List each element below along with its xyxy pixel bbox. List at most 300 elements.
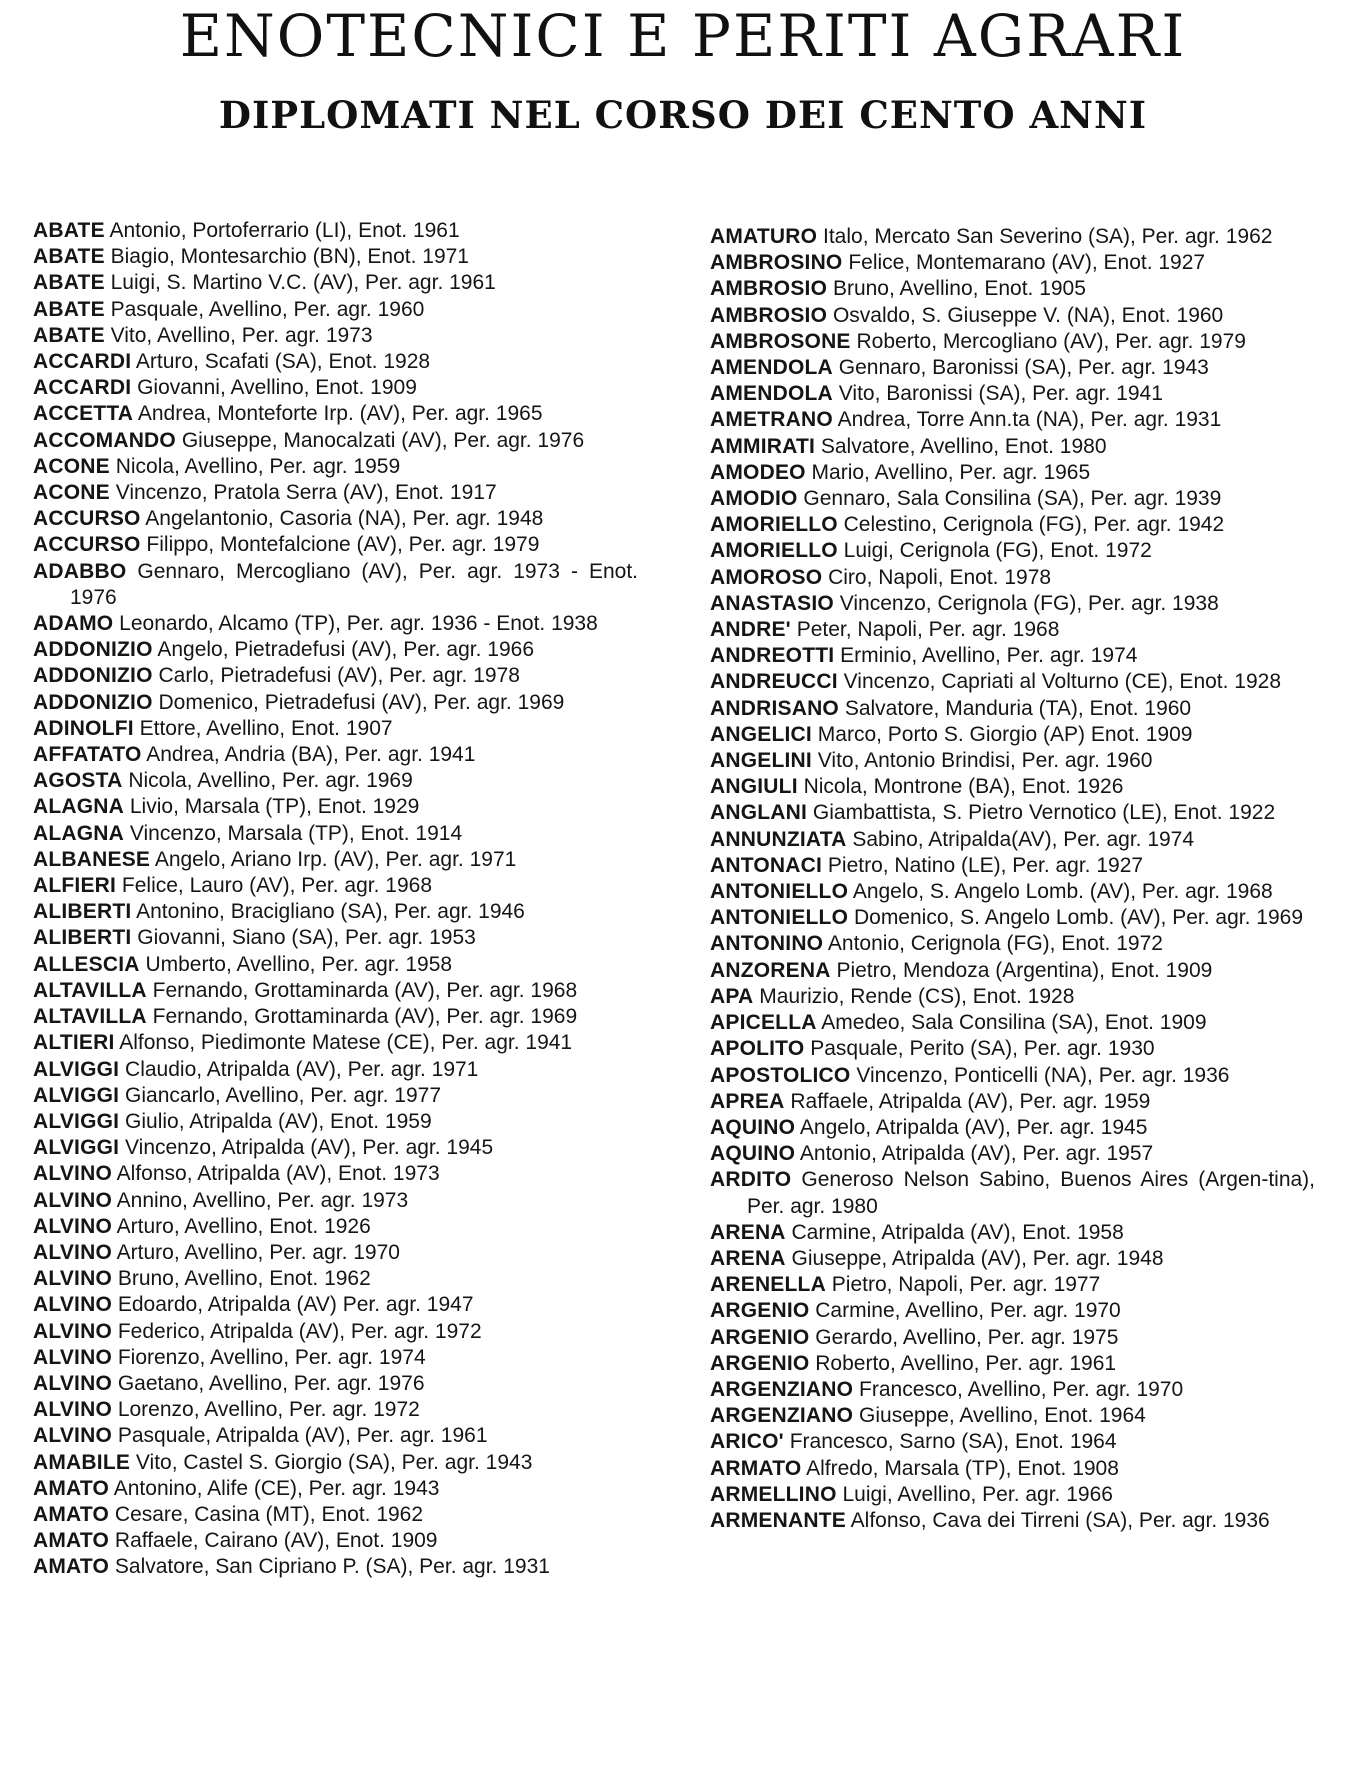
entry-surname: ARGENZIANO — [710, 1404, 854, 1428]
entry-surname: ALVIGGI — [33, 1057, 120, 1081]
entry-surname: ALVIGGI — [33, 1109, 120, 1133]
entry-details: Vito, Baronissi (SA), Per. agr. 1941 — [838, 382, 1163, 406]
entry-surname: ADINOLFI — [33, 716, 134, 740]
list-item — [33, 1345, 638, 1371]
entry-surname: ALAGNA — [33, 795, 125, 819]
entry-surname: ARGENZIANO — [710, 1377, 854, 1401]
entry-details: Francesco, Sarno (SA), Enot. 1964 — [789, 1430, 1117, 1454]
entry-details: Biagio, Montesarchio (BN), Enot. 1971 — [110, 245, 469, 269]
entry-surname: ALIBERTI — [33, 926, 132, 950]
list-item — [710, 669, 1315, 695]
list-item — [33, 1528, 638, 1554]
list-item — [33, 401, 638, 427]
list-item — [33, 1214, 638, 1240]
entry-surname: ABATE — [33, 271, 105, 295]
entry-details: Raffaele, Cairano (AV), Enot. 1909 — [114, 1529, 438, 1553]
entry-surname: AMABILE — [33, 1450, 131, 1474]
entry-surname: ALVINO — [33, 1214, 112, 1238]
entry-details: Felice, Montemarano (AV), Enot. 1927 — [848, 251, 1206, 275]
entry-surname: ALTAVILLA — [33, 1005, 147, 1029]
entry-details: Fernando, Grottaminarda (AV), Per. agr. 1969 — [152, 1005, 578, 1029]
entry-surname: ALBANESE — [33, 847, 151, 871]
entry-surname: ANZORENA — [710, 958, 831, 982]
entry-surname: APOLITO — [710, 1037, 805, 1061]
entry-details: Antonio, Portoferrario (LI), Enot. 1961 — [109, 219, 460, 242]
entry-surname: AQUINO — [710, 1115, 796, 1139]
entry-surname: ANGLANI — [710, 801, 808, 825]
entry-surname: ACCARDI — [33, 350, 132, 374]
entry-details: Arturo, Avellino, Per. agr. 1970 — [116, 1240, 400, 1264]
list-item — [33, 1266, 638, 1292]
entry-surname: AMATO — [33, 1529, 110, 1553]
entry-surname: ANDREOTTI — [710, 644, 835, 668]
entry-details: Arturo, Scafati (SA), Enot. 1928 — [135, 350, 431, 374]
list-item — [33, 768, 638, 794]
entry-details: Angelantonio, Casoria (NA), Per. agr. 1948 — [145, 507, 544, 531]
list-item — [33, 1030, 638, 1056]
list-item — [33, 952, 638, 978]
entry-details: Federico, Atripalda (AV), Per. agr. 1972 — [117, 1319, 482, 1343]
entry-surname: ACCARDI — [33, 376, 132, 400]
entry-details: Erminio, Avellino, Per. agr. 1974 — [840, 644, 1138, 668]
list-item — [33, 1319, 638, 1345]
list-item — [710, 827, 1315, 853]
list-item — [710, 460, 1315, 486]
entry-details: Felice, Lauro (AV), Per. agr. 1968 — [121, 874, 433, 898]
list-item — [710, 355, 1315, 381]
entry-surname: AMATO — [33, 1502, 110, 1526]
entry-details: Domenico, Pietradefusi (AV), Per. agr. 1969 — [158, 690, 565, 714]
list-item — [33, 663, 638, 689]
entry-details: Fernando, Grottaminarda (AV), Per. agr. 1968 — [152, 978, 578, 1002]
list-item — [710, 303, 1315, 329]
list-item — [33, 1083, 638, 1109]
list-item — [710, 1377, 1315, 1403]
list-item — [710, 879, 1315, 905]
entry-surname: ABATE — [33, 323, 105, 347]
list-item — [710, 722, 1315, 748]
list-item — [33, 637, 638, 663]
entry-details: Ciro, Napoli, Enot. 1978 — [828, 565, 1052, 589]
entry-details: Umberto, Avellino, Per. agr. 1958 — [145, 952, 453, 976]
list-item — [710, 224, 1315, 250]
entry-details: Andrea, Torre Ann.ta (NA), Per. agr. 1931 — [837, 408, 1222, 432]
entry-details: Salvatore, Avellino, Enot. 1980 — [820, 434, 1107, 458]
entry-details: Cesare, Casina (MT), Enot. 1962 — [114, 1502, 424, 1526]
list-item — [710, 538, 1315, 564]
list-item — [710, 1298, 1315, 1324]
entry-details: Giuseppe, Atripalda (AV), Per. agr. 1948 — [791, 1246, 1164, 1270]
list-item — [33, 1135, 638, 1161]
list-item — [710, 1508, 1315, 1534]
entry-surname: AMORIELLO — [710, 539, 838, 563]
entry-surname: AFFATATO — [33, 743, 142, 767]
list-item — [710, 617, 1315, 643]
list-item — [33, 1423, 638, 1449]
list-item — [33, 297, 638, 323]
entry-details: Ettore, Avellino, Enot. 1907 — [139, 716, 393, 740]
entry-details: Vincenzo, Marsala (TP), Enot. 1914 — [129, 821, 463, 845]
list-item — [33, 532, 638, 558]
list-item — [710, 1325, 1315, 1351]
entry-surname: ARMENANTE — [710, 1508, 846, 1532]
list-item — [33, 899, 638, 925]
entry-details: Nicola, Avellino, Per. agr. 1969 — [128, 769, 413, 793]
list-item — [33, 428, 638, 454]
entry-surname: ALIBERTI — [33, 900, 132, 924]
entry-details: Giancarlo, Avellino, Per. agr. 1977 — [125, 1083, 442, 1107]
list-column-left — [33, 218, 638, 1581]
entry-details: Giuseppe, Manocalzati (AV), Per. agr. 1976 — [181, 428, 585, 452]
entry-surname: ALVIGGI — [33, 1136, 120, 1160]
entry-surname: ACONE — [33, 454, 110, 478]
entry-details: Angelo, Ariano Irp. (AV), Per. agr. 1971 — [154, 847, 517, 871]
entry-surname: ANGIULI — [710, 775, 798, 799]
entry-surname: AMATO — [33, 1476, 110, 1500]
list-item — [33, 1292, 638, 1318]
entry-surname: APA — [710, 984, 754, 1008]
list-item — [710, 1167, 1315, 1219]
entry-details: Luigi, Cerignola (FG), Enot. 1972 — [843, 539, 1152, 563]
entry-details: Fiorenzo, Avellino, Per. agr. 1974 — [117, 1345, 426, 1369]
list-item — [33, 1397, 638, 1423]
entry-surname: ANDREUCCI — [710, 670, 838, 694]
list-item — [710, 1141, 1315, 1167]
list-item — [33, 847, 638, 873]
list-item — [33, 244, 638, 270]
entry-details: Peter, Napoli, Per. agr. 1968 — [796, 618, 1060, 642]
list-item — [33, 742, 638, 768]
entry-surname: ADDONIZIO — [33, 664, 153, 688]
list-item — [33, 978, 638, 1004]
entry-surname: ALVINO — [33, 1424, 112, 1448]
entry-details: Gaetano, Avellino, Per. agr. 1976 — [117, 1371, 425, 1395]
entry-details: Annino, Avellino, Per. agr. 1973 — [116, 1188, 409, 1212]
entry-surname: ADABBO — [33, 559, 127, 583]
list-item — [710, 800, 1315, 826]
entry-details: Pietro, Mendoza (Argentina), Enot. 1909 — [836, 958, 1213, 982]
entry-details: Vincenzo, Pratola Serra (AV), Enot. 1917 — [115, 481, 497, 505]
list-item — [33, 375, 638, 401]
entry-surname: AMATURO — [710, 225, 818, 248]
entry-surname: ACONE — [33, 481, 110, 505]
entry-surname: ANNUNZIATA — [710, 827, 847, 851]
page-subtitle: DIPLOMATI NEL CORSO DEI CENTO ANNI — [218, 93, 1148, 137]
list-item — [710, 434, 1315, 460]
entry-surname: ARICO' — [710, 1430, 784, 1454]
entry-surname: ABATE — [33, 219, 105, 242]
entry-details: Gennaro, Baronissi (SA), Per. agr. 1943 — [838, 356, 1209, 380]
entry-details: Vincenzo, Atripalda (AV), Per. agr. 1945 — [125, 1136, 494, 1160]
entry-surname: ACCURSO — [33, 533, 141, 557]
list-item — [710, 748, 1315, 774]
entry-surname: ANDRE' — [710, 618, 791, 642]
entry-surname: ARENA — [710, 1220, 786, 1244]
entry-details: Vincenzo, Ponticelli (NA), Per. agr. 1936 — [856, 1063, 1230, 1087]
entry-surname: ADAMO — [33, 612, 114, 636]
list-item — [710, 1403, 1315, 1429]
entry-surname: ADDONIZIO — [33, 690, 153, 714]
list-item — [710, 643, 1315, 669]
entry-details: Vito, Castel S. Giorgio (SA), Per. agr. 1943 — [135, 1450, 533, 1474]
list-item — [33, 1371, 638, 1397]
entry-details: Celestino, Cerignola (FG), Per. agr. 1942 — [843, 513, 1225, 537]
entry-surname: ALVINO — [33, 1398, 112, 1422]
entry-surname: ADDONIZIO — [33, 638, 153, 662]
entry-details: Antonio, Cerignola (FG), Enot. 1972 — [827, 932, 1163, 956]
entry-surname: ARMATO — [710, 1456, 802, 1480]
entry-surname: AMENDOLA — [710, 382, 833, 406]
list-item — [33, 506, 638, 532]
list-item — [710, 407, 1315, 433]
entry-details: Domenico, S. Angelo Lomb. (AV), Per. agr. 1969 — [853, 906, 1303, 930]
list-item — [710, 905, 1315, 931]
entry-surname: ANTONIELLO — [710, 906, 849, 930]
entry-details: Andrea, Andria (BA), Per. agr. 1941 — [146, 743, 476, 767]
list-item — [710, 958, 1315, 984]
list-item — [710, 1220, 1315, 1246]
entry-details: Osvaldo, S. Giuseppe V. (NA), Enot. 1960 — [832, 303, 1224, 327]
entry-surname: ALVIGGI — [33, 1083, 120, 1107]
entry-details: Alfonso, Atripalda (AV), Enot. 1973 — [116, 1162, 440, 1186]
list-item — [33, 1554, 638, 1580]
entry-details: Giambattista, S. Pietro Vernotico (LE), Enot. 1922 — [812, 801, 1276, 825]
entry-details: Nicola, Montrone (BA), Enot. 1926 — [803, 775, 1124, 799]
list-item — [710, 1351, 1315, 1377]
entry-details: Roberto, Avellino, Per. agr. 1961 — [815, 1351, 1117, 1375]
entry-details: Vincenzo, Cerignola (FG), Per. agr. 1938 — [839, 591, 1219, 615]
entry-details: Angelo, Atripalda (AV), Per. agr. 1945 — [799, 1115, 1148, 1139]
entry-surname: ANDRISANO — [710, 696, 839, 720]
entry-surname: ALFIERI — [33, 874, 117, 898]
list-item — [33, 1109, 638, 1135]
list-item — [710, 276, 1315, 302]
list-item — [33, 794, 638, 820]
list-item — [33, 480, 638, 506]
entry-details: Nicola, Avellino, Per. agr. 1959 — [115, 454, 401, 478]
list-item — [33, 873, 638, 899]
entry-details: Francesco, Avellino, Per. agr. 1970 — [859, 1377, 1184, 1401]
list-item — [33, 1240, 638, 1266]
list-item — [710, 591, 1315, 617]
list-item — [710, 1272, 1315, 1298]
entry-details: Pietro, Natino (LE), Per. agr. 1927 — [827, 853, 1144, 877]
list-item — [33, 218, 638, 244]
list-item — [710, 250, 1315, 276]
entry-surname: ANTONACI — [710, 853, 823, 877]
entry-surname: ANGELICI — [710, 722, 812, 746]
entry-details: Pietro, Napoli, Per. agr. 1977 — [831, 1273, 1101, 1297]
entry-details: Gennaro, Sala Consilina (SA), Per. agr. 1939 — [803, 487, 1222, 511]
list-item — [710, 1063, 1315, 1089]
list-item — [710, 512, 1315, 538]
list-item — [710, 853, 1315, 879]
entry-surname: AMODEO — [710, 460, 806, 484]
list-item — [710, 696, 1315, 722]
entry-surname: APREA — [710, 1089, 785, 1113]
entry-surname: ACCOMANDO — [33, 428, 176, 452]
entry-details: Marco, Porto S. Giorgio (AP) Enot. 1909 — [817, 722, 1193, 746]
list-item — [710, 486, 1315, 512]
entry-details: Carlo, Pietradefusi (AV), Per. agr. 1978 — [158, 664, 520, 688]
list-item — [710, 565, 1315, 591]
entry-details: Arturo, Avellino, Enot. 1926 — [116, 1214, 371, 1238]
list-item — [710, 931, 1315, 957]
entry-details: Alfonso, Piedimonte Matese (CE), Per. agr. 1941 — [119, 1031, 573, 1055]
entry-surname: ALTAVILLA — [33, 978, 147, 1002]
entry-details: Andrea, Monteforte Irp. (AV), Per. agr. 1965 — [137, 402, 543, 426]
entry-details: Salvatore, Manduria (TA), Enot. 1960 — [844, 696, 1192, 720]
list-item — [710, 381, 1315, 407]
entry-surname: ALLESCIA — [33, 952, 140, 976]
entry-details: Raffaele, Atripalda (AV), Per. agr. 1959 — [790, 1089, 1151, 1113]
entry-details: Vito, Avellino, Per. agr. 1973 — [110, 323, 373, 347]
entry-surname: ARGENIO — [710, 1299, 810, 1323]
entry-surname: ALVINO — [33, 1345, 112, 1369]
entry-details: Livio, Marsala (TP), Enot. 1929 — [129, 795, 420, 819]
list-item — [33, 690, 638, 716]
list-item — [33, 1188, 638, 1214]
entry-details: Roberto, Mercogliano (AV), Per. agr. 1979 — [856, 329, 1246, 353]
list-item — [33, 1057, 638, 1083]
entry-surname: AMBROSINO — [710, 251, 843, 275]
entry-surname: ARENA — [710, 1246, 786, 1270]
list-item — [33, 1004, 638, 1030]
entry-details: Vincenzo, Capriati al Volturno (CE), Enot. 1928 — [843, 670, 1282, 694]
entry-details: Bruno, Avellino, Enot. 1962 — [117, 1267, 371, 1291]
list-item — [710, 774, 1315, 800]
list-item — [33, 1161, 638, 1187]
entry-surname: ACCURSO — [33, 507, 141, 531]
entry-surname: ANGELINI — [710, 749, 812, 773]
entry-details: Generoso Nelson Sabino, Buenos Aires (Argen-tina), Per. agr. 1980 — [747, 1168, 1315, 1218]
entry-details: Giuseppe, Avellino, Enot. 1964 — [859, 1404, 1146, 1428]
entry-surname: ARENELLA — [710, 1273, 826, 1297]
entry-details: Vito, Antonio Brindisi, Per. agr. 1960 — [817, 749, 1153, 773]
entry-details: Pasquale, Avellino, Per. agr. 1960 — [110, 297, 425, 321]
entry-details: Alfonso, Cava dei Tirreni (SA), Per. agr. 1936 — [850, 1508, 1270, 1532]
entry-details: Mario, Avellino, Per. agr. 1965 — [811, 460, 1091, 484]
entry-surname: AMOROSO — [710, 565, 823, 589]
entry-details: Alfredo, Marsala (TP), Enot. 1908 — [806, 1456, 1119, 1480]
entry-details: Lorenzo, Avellino, Per. agr. 1972 — [117, 1398, 420, 1422]
entry-details: Maurizio, Rende (CS), Enot. 1928 — [759, 984, 1075, 1008]
entry-surname: ANTONINO — [710, 932, 824, 956]
entry-details: Antonino, Bracigliano (SA), Per. agr. 1946 — [136, 900, 525, 924]
list-item — [710, 1115, 1315, 1141]
entry-surname: APICELLA — [710, 1011, 817, 1035]
entry-surname: ARGENIO — [710, 1325, 810, 1349]
list-item — [33, 821, 638, 847]
list-item — [33, 611, 638, 637]
entry-surname: AGOSTA — [33, 769, 123, 793]
entry-surname: AMENDOLA — [710, 356, 833, 380]
entry-details: Gerardo, Avellino, Per. agr. 1975 — [815, 1325, 1119, 1349]
entry-details: Antonio, Atripalda (AV), Per. agr. 1957 — [799, 1142, 1154, 1166]
list-item — [33, 716, 638, 742]
list-column-right — [710, 224, 1315, 1534]
entry-surname: ANTONIELLO — [710, 880, 849, 904]
entry-details: Luigi, Avellino, Per. agr. 1966 — [842, 1482, 1113, 1506]
entry-details: Giulio, Atripalda (AV), Enot. 1959 — [125, 1109, 432, 1133]
page-title: ENOTECNICI E PERITI AGRARI — [179, 2, 1187, 70]
list-item — [710, 1036, 1315, 1062]
entry-details: Leonardo, Alcamo (TP), Per. agr. 1936 - Enot. 1938 — [119, 612, 598, 636]
entry-details: Pasquale, Atripalda (AV), Per. agr. 1961 — [117, 1424, 488, 1448]
entry-surname: AMORIELLO — [710, 513, 838, 537]
list-item — [710, 1456, 1315, 1482]
list-item — [33, 323, 638, 349]
entry-surname: ACCETTA — [33, 402, 134, 426]
entry-surname: ALTIERI — [33, 1031, 115, 1055]
list-item — [33, 1450, 638, 1476]
entry-details: Carmine, Avellino, Per. agr. 1970 — [815, 1299, 1121, 1323]
entry-details: Antonino, Alife (CE), Per. agr. 1943 — [113, 1476, 440, 1500]
entry-details: Gennaro, Mercogliano (AV), Per. agr. 1973 - Enot. 1976 — [70, 559, 638, 609]
entry-surname: APOSTOLICO — [710, 1063, 851, 1087]
entry-details: Salvatore, San Cipriano P. (SA), Per. agr. 1931 — [114, 1555, 550, 1579]
entry-details: Carmine, Atripalda (AV), Enot. 1958 — [791, 1220, 1124, 1244]
entry-surname: ARDITO — [710, 1168, 792, 1192]
list-item — [33, 1502, 638, 1528]
entry-details: Angelo, Pietradefusi (AV), Per. agr. 1966 — [157, 638, 534, 662]
entry-surname: ALVINO — [33, 1188, 112, 1212]
list-item — [33, 559, 638, 611]
entry-surname: AQUINO — [710, 1142, 796, 1166]
entry-surname: ALVINO — [33, 1240, 112, 1264]
list-item — [710, 1246, 1315, 1272]
entry-details: Luigi, S. Martino V.C. (AV), Per. agr. 1961 — [110, 271, 496, 295]
list-item — [710, 329, 1315, 355]
entry-surname: ALVINO — [33, 1319, 112, 1343]
entry-surname: ARMELLINO — [710, 1482, 837, 1506]
entry-details: Sabino, Atripalda(AV), Per. agr. 1974 — [852, 827, 1195, 851]
entry-surname: AMBROSONE — [710, 329, 851, 353]
list-item — [33, 454, 638, 480]
list-item — [33, 349, 638, 375]
list-item — [33, 270, 638, 296]
entry-details: Edoardo, Atripalda (AV) Per. agr. 1947 — [117, 1293, 474, 1317]
entry-details: Giovanni, Siano (SA), Per. agr. 1953 — [137, 926, 476, 950]
entry-surname: ALAGNA — [33, 821, 125, 845]
entry-surname: ABATE — [33, 245, 105, 269]
entry-details: Italo, Mercato San Severino (SA), Per. agr. 1962 — [823, 225, 1273, 248]
entry-surname: ABATE — [33, 297, 105, 321]
entry-surname: ALVINO — [33, 1162, 112, 1186]
entry-details: Angelo, S. Angelo Lomb. (AV), Per. agr. 1968 — [852, 880, 1273, 904]
list-item — [33, 1476, 638, 1502]
entry-details: Pasquale, Perito (SA), Per. agr. 1930 — [810, 1037, 1155, 1061]
entry-surname: ANASTASIO — [710, 591, 834, 615]
entry-surname: AMBROSIO — [710, 303, 828, 327]
entry-surname: ALVINO — [33, 1293, 112, 1317]
entry-details: Bruno, Avellino, Enot. 1905 — [832, 277, 1086, 301]
list-item — [710, 1010, 1315, 1036]
entry-details: Amedeo, Sala Consilina (SA), Enot. 1909 — [821, 1011, 1207, 1035]
entry-details: Filippo, Montefalcione (AV), Per. agr. 1979 — [146, 533, 540, 557]
list-item — [710, 1482, 1315, 1508]
entry-surname: AMATO — [33, 1555, 110, 1579]
entry-surname: ALVINO — [33, 1371, 112, 1395]
entry-surname: ALVINO — [33, 1267, 112, 1291]
entry-surname: AMMIRATI — [710, 434, 816, 458]
entry-surname: AMODIO — [710, 487, 798, 511]
list-item — [710, 1429, 1315, 1455]
entry-details: Claudio, Atripalda (AV), Per. agr. 1971 — [125, 1057, 479, 1081]
entry-surname: AMBROSIO — [710, 277, 828, 301]
entry-surname: ARGENIO — [710, 1351, 810, 1375]
list-item — [710, 1089, 1315, 1115]
